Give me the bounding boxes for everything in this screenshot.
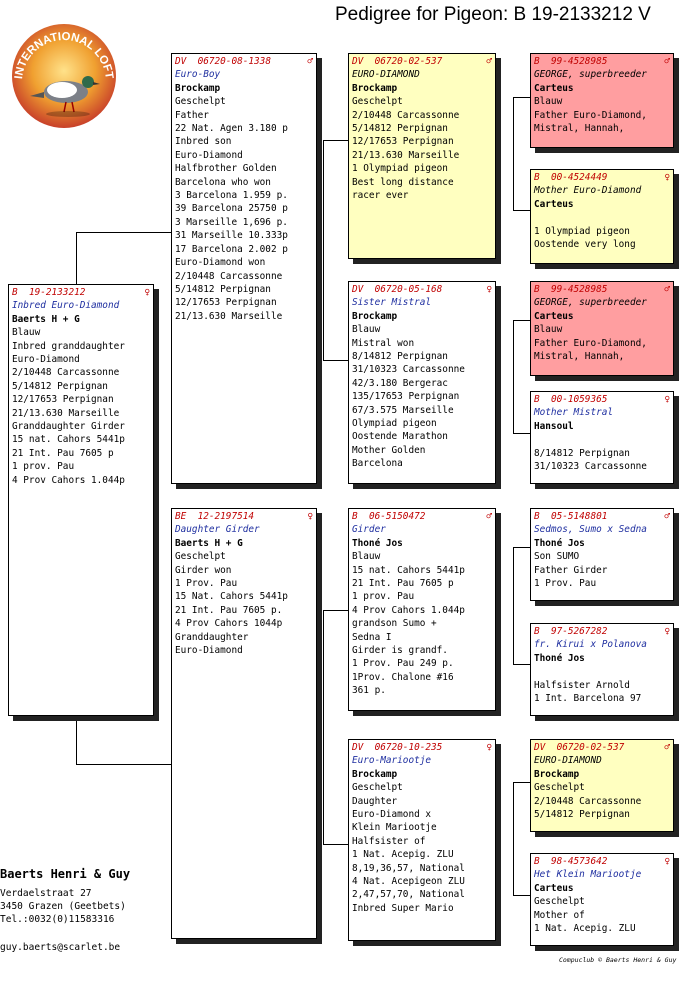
- owner-name: Carteus: [534, 198, 574, 210]
- connector-line: [513, 433, 530, 434]
- connector-line: [513, 547, 514, 664]
- pigeon-name: Mother Euro-Diamond: [534, 185, 642, 197]
- female-icon: ♀: [664, 172, 670, 183]
- info-line: 12/17653 Perpignan: [352, 136, 454, 148]
- info-line: 31/10323 Carcassonne: [352, 364, 465, 376]
- owner-name: Baerts H + G: [12, 313, 80, 325]
- info-line: Klein Mariootje: [352, 822, 437, 834]
- info-line: 21/13.630 Marseille: [352, 149, 460, 161]
- ring-number: 00-4524449: [539, 172, 608, 183]
- info-line: Mistral, Hannah,: [534, 123, 625, 135]
- info-line: Inbred Super Mario: [352, 902, 454, 914]
- info-line: 1 Nat. Acepig. ZLU: [352, 849, 454, 861]
- country-code: B: [534, 856, 540, 867]
- pigeon-name: EURO-DIAMOND: [352, 69, 420, 81]
- info-line: 5/14812 Perpignan: [534, 809, 630, 821]
- info-line: Father Girder: [534, 564, 608, 576]
- owner-name: Carteus: [534, 82, 574, 94]
- pedigree-card-dam-sire[interactable]: [348, 508, 496, 711]
- info-line: 39 Barcelona 25750 p: [175, 203, 288, 215]
- info-line: Oostende Marathon: [352, 431, 448, 443]
- female-icon: ♀: [307, 511, 313, 522]
- info-line: 17 Barcelona 2.002 p: [175, 243, 288, 255]
- pigeon-name: Girder: [352, 524, 386, 536]
- connector-line: [76, 764, 172, 765]
- info-line: 1 prov. Pau: [352, 591, 415, 603]
- info-line: 2/10448 Carcassonne: [352, 109, 460, 121]
- info-line: 21/13.630 Marseille: [12, 407, 120, 419]
- country-code: B: [534, 626, 540, 637]
- connector-line: [323, 140, 349, 141]
- country-code: DV: [534, 742, 546, 753]
- pedigree-card-sire-dam-dam[interactable]: [530, 391, 674, 484]
- info-line: Halfsister of: [352, 835, 426, 847]
- info-line: 15 nat. Cahors 5441p: [352, 564, 465, 576]
- pedigree-card-dam-dam[interactable]: [348, 739, 496, 941]
- connector-line: [513, 782, 514, 895]
- ring-number: 06-5150472: [357, 511, 426, 522]
- info-line: 2/10448 Carcassonne: [534, 795, 642, 807]
- info-line: Mistral won: [352, 337, 415, 349]
- card-header: [352, 55, 492, 68]
- card-header: [534, 393, 670, 406]
- female-icon: ♀: [486, 742, 492, 753]
- pedigree-card-sire[interactable]: [171, 53, 317, 484]
- connector-line: [323, 360, 349, 361]
- info-line: 5/14812 Perpignan: [175, 283, 271, 295]
- owner-name: Hansoul: [534, 420, 574, 432]
- info-line: Euro-Diamond: [12, 354, 80, 366]
- owner-name: Brockamp: [352, 768, 398, 780]
- pigeon-name: Daughter Girder: [175, 524, 260, 536]
- male-icon: ♂: [486, 56, 492, 67]
- info-line: Girder is grandf.: [352, 645, 448, 657]
- pigeon-name: Het Klein Mariootje: [534, 869, 642, 881]
- info-line: 4 Prov Cahors 1.044p: [352, 604, 465, 616]
- female-icon: ♀: [486, 284, 492, 295]
- info-line: 21/13.630 Marseille: [175, 310, 283, 322]
- info-line: 2/10448 Carcassonne: [12, 367, 120, 379]
- logo-text: INTERNATIONAL LOFT: [13, 30, 115, 80]
- breeder-city: 3450 Grazen (Geetbets): [0, 901, 126, 912]
- pedigree-card-dam-sire-sire[interactable]: [530, 508, 674, 601]
- breeder-info: [0, 868, 130, 954]
- info-line: Sedna I: [352, 631, 392, 643]
- info-line: grandson Sumo +: [352, 618, 437, 630]
- owner-name: Brockamp: [175, 82, 221, 94]
- info-line: Granddaughter Girder: [12, 421, 125, 433]
- loft-logo: [8, 20, 120, 130]
- card-header: [352, 741, 492, 754]
- info-line: Girder won: [175, 564, 232, 576]
- breeder-phone: Tel.:0032(0)11583316: [0, 914, 115, 925]
- info-line: Oostende very long: [534, 239, 636, 251]
- connector-line: [513, 664, 530, 665]
- connector-line: [323, 610, 349, 611]
- info-line: 4 Prov Cahors 1.044p: [12, 474, 125, 486]
- country-code: B: [534, 172, 540, 183]
- info-line: [534, 211, 670, 224]
- pedigree-card-main[interactable]: [8, 284, 154, 716]
- info-line: Inbred granddaughter: [12, 340, 125, 352]
- info-line: Daughter: [352, 795, 398, 807]
- country-code: DV: [352, 742, 364, 753]
- country-code: DV: [175, 56, 187, 67]
- ring-number: 19-2133212: [17, 287, 86, 298]
- info-line: 3 Marseille 1,696 p.: [175, 216, 288, 228]
- info-line: 31 Marseille 10.333p: [175, 230, 288, 242]
- info-line: 1 Int. Barcelona 97: [534, 693, 642, 705]
- connector-line: [513, 320, 530, 321]
- ring-number: 06720-10-235: [363, 742, 443, 753]
- info-line: Blauw: [534, 96, 563, 108]
- info-line: Mistral, Hannah,: [534, 351, 625, 363]
- pigeon-name: Sedmos, Sumo x Sedna: [534, 524, 647, 536]
- info-line: Geschelpt: [534, 782, 585, 794]
- info-line: 67/3.575 Marseille: [352, 404, 454, 416]
- info-line: 1 Prov. Pau: [534, 578, 597, 590]
- info-line: Father Euro-Diamond,: [534, 109, 647, 121]
- breeder-email[interactable]: guy.baerts@scarlet.be: [0, 942, 121, 953]
- breeder-name: Baerts Henri & Guy: [0, 867, 131, 881]
- connector-line: [76, 232, 77, 285]
- ring-number: 05-5148801: [539, 511, 608, 522]
- country-code: B: [534, 394, 540, 405]
- info-line: Granddaughter: [175, 631, 249, 643]
- male-icon: ♂: [664, 742, 670, 753]
- male-icon: ♂: [307, 56, 313, 67]
- country-code: DV: [352, 284, 364, 295]
- male-icon: ♂: [664, 284, 670, 295]
- female-icon: ♀: [664, 626, 670, 637]
- info-line: 5/14812 Perpignan: [352, 123, 448, 135]
- info-line: 21 Int. Pau 7605 p: [12, 447, 114, 459]
- info-line: 15 Nat. Cahors 5441p: [175, 591, 288, 603]
- info-line: 21 Int. Pau 7605 p: [352, 578, 454, 590]
- pedigree-card-dam[interactable]: [171, 508, 317, 939]
- owner-name: Brockamp: [352, 310, 398, 322]
- pedigree-card-dam-sire-dam[interactable]: [530, 623, 674, 716]
- male-icon: ♂: [664, 56, 670, 67]
- logo-badge: [8, 20, 120, 130]
- info-line: Blauw: [534, 324, 563, 336]
- ring-number: 99-4528985: [539, 284, 608, 295]
- info-line: Mother of: [534, 909, 585, 921]
- info-line: 8/14812 Perpignan: [534, 447, 630, 459]
- info-line: Olympiad pigeon: [352, 418, 437, 430]
- connector-line: [513, 97, 530, 98]
- pigeon-name: Inbred Euro-Diamond: [12, 300, 120, 312]
- info-line: 8/14812 Perpignan: [352, 351, 448, 363]
- info-line: Best long distance: [352, 176, 454, 188]
- country-code: B: [534, 56, 540, 67]
- card-header: [534, 510, 670, 523]
- info-line: Son SUMO: [534, 551, 580, 563]
- info-line: 12/17653 Perpignan: [175, 297, 277, 309]
- owner-name: Thoné Jos: [352, 537, 403, 549]
- info-line: 22 Nat. Agen 3.180 p: [175, 123, 288, 135]
- pedigree-card-sire-sire-sire[interactable]: [530, 53, 674, 148]
- owner-name: Brockamp: [534, 768, 580, 780]
- ring-number: 06720-05-168: [363, 284, 443, 295]
- male-icon: ♂: [486, 511, 492, 522]
- info-line: 31/10323 Carcassonne: [534, 461, 647, 473]
- pigeon-name: Sister Mistral: [352, 297, 432, 309]
- card-header: [534, 55, 670, 68]
- owner-name: Thoné Jos: [534, 537, 585, 549]
- male-icon: ♂: [664, 511, 670, 522]
- country-code: BE: [175, 511, 187, 522]
- info-line: 4 Nat. Acepigeon ZLU: [352, 876, 465, 888]
- info-line: Father: [175, 109, 209, 121]
- info-line: 3 Barcelona 1.959 p.: [175, 190, 288, 202]
- info-line: [534, 665, 670, 678]
- pedigree-card-dam-dam-dam[interactable]: [530, 853, 674, 946]
- pigeon-name: GEORGE, superbreeder: [534, 69, 647, 81]
- info-line: Geschelpt: [175, 96, 226, 108]
- info-line: racer ever: [352, 190, 409, 202]
- owner-name: Baerts H + G: [175, 537, 243, 549]
- card-header: [175, 55, 313, 68]
- info-line: 4 Prov Cahors 1044p: [175, 618, 283, 630]
- info-line: Blauw: [12, 327, 41, 339]
- info-line: Mother Golden: [352, 444, 426, 456]
- info-line: Geschelpt: [175, 551, 226, 563]
- card-header: [352, 283, 492, 296]
- card-header: [175, 510, 313, 523]
- info-line: Geschelpt: [352, 782, 403, 794]
- owner-name: Carteus: [534, 310, 574, 322]
- info-line: Barcelona: [352, 458, 403, 470]
- info-line: 1 Nat. Acepig. ZLU: [534, 923, 636, 935]
- connector-line: [323, 140, 324, 360]
- pigeon-name: Mother Mistral: [534, 407, 614, 419]
- connector-line: [513, 895, 530, 896]
- ring-number: 99-4528985: [539, 56, 608, 67]
- info-line: Barcelona who won: [175, 176, 271, 188]
- info-line: Blauw: [352, 324, 381, 336]
- connector-line: [76, 232, 172, 233]
- connector-line: [513, 210, 530, 211]
- info-line: Halfsister Arnold: [534, 679, 630, 691]
- ring-number: 06720-08-1338: [186, 56, 271, 67]
- country-code: DV: [352, 56, 364, 67]
- info-line: 1 prov. Pau: [12, 461, 75, 473]
- ring-number: 97-5267282: [539, 626, 608, 637]
- connector-line: [513, 320, 514, 433]
- connector-line: [513, 782, 530, 783]
- info-line: Geschelpt: [534, 896, 585, 908]
- pedigree-card-sire-sire-dam[interactable]: [530, 169, 674, 264]
- info-line: 12/17653 Perpignan: [12, 394, 114, 406]
- card-header: [534, 283, 670, 296]
- card-header: [534, 741, 670, 754]
- owner-name: Carteus: [534, 882, 574, 894]
- card-header: [534, 855, 670, 868]
- info-line: 15 nat. Cahors 5441p: [12, 434, 125, 446]
- info-line: Geschelpt: [352, 96, 403, 108]
- info-line: 5/14812 Perpignan: [12, 380, 108, 392]
- info-line: Inbred son: [175, 136, 232, 148]
- info-line: 1 Prov. Pau 249 p.: [352, 658, 454, 670]
- info-line: 1 Prov. Pau: [175, 578, 238, 590]
- country-code: B: [534, 511, 540, 522]
- card-header: [534, 625, 670, 638]
- info-line: 1Prov. Chalone #16: [352, 671, 454, 683]
- pigeon-name: EURO-DIAMOND: [534, 755, 602, 767]
- pedigree-card-sire-sire[interactable]: [348, 53, 496, 259]
- info-line: 21 Int. Pau 7605 p.: [175, 604, 283, 616]
- info-line: Euro-Diamond: [175, 645, 243, 657]
- country-code: B: [534, 284, 540, 295]
- page-title: Pedigree for Pigeon: B 19-2133212 V: [335, 4, 651, 25]
- info-line: Father Euro-Diamond,: [534, 337, 647, 349]
- pigeon-name: Euro-Boy: [175, 69, 221, 81]
- info-line: Euro-Diamond x: [352, 809, 432, 821]
- female-icon: ♀: [664, 856, 670, 867]
- info-line: Euro-Diamond: [175, 149, 243, 161]
- info-line: 2,47,57,70, National: [352, 889, 465, 901]
- info-line: 2/10448 Carcassonne: [175, 270, 283, 282]
- info-line: 1 Olympiad pigeon: [352, 163, 448, 175]
- info-line: 361 p.: [352, 685, 386, 697]
- connector-line: [513, 97, 514, 210]
- connector-line: [513, 547, 530, 548]
- footer-credit: Compuclub © Baerts Henri & Guy: [559, 956, 677, 964]
- info-line: 8,19,36,57, National: [352, 862, 465, 874]
- pedigree-card-sire-dam[interactable]: [348, 281, 496, 484]
- card-header: [12, 286, 150, 299]
- card-header: [534, 171, 670, 184]
- card-header: [352, 510, 492, 523]
- pigeon-name: Euro-Mariootje: [352, 755, 432, 767]
- breeder-street: Verdaelstraat 27: [0, 888, 92, 899]
- info-line: 1 Olympiad pigeon: [534, 225, 630, 237]
- ring-number: 06720-02-537: [363, 56, 443, 67]
- country-code: B: [352, 511, 358, 522]
- pigeon-name: GEORGE, superbreeder: [534, 297, 647, 309]
- connector-line: [76, 715, 77, 765]
- info-line: [534, 433, 670, 446]
- female-icon: ♀: [144, 287, 150, 298]
- ring-number: 06720-02-537: [545, 742, 625, 753]
- owner-name: Brockamp: [352, 82, 398, 94]
- info-line: 42/3.180 Bergerac: [352, 377, 448, 389]
- owner-name: Thoné Jos: [534, 652, 585, 664]
- connector-line: [323, 844, 349, 845]
- female-icon: ♀: [664, 394, 670, 405]
- pedigree-card-sire-dam-sire[interactable]: [530, 281, 674, 376]
- info-line: 135/17653 Perpignan: [352, 391, 460, 403]
- info-line: Blauw: [352, 551, 381, 563]
- info-line: Halfbrother Golden: [175, 163, 277, 175]
- connector-line: [323, 610, 324, 845]
- info-line: Euro-Diamond won: [175, 257, 266, 269]
- pedigree-card-dam-dam-sire[interactable]: [530, 739, 674, 832]
- ring-number: 12-2197514: [186, 511, 255, 522]
- ring-number: 00-1059365: [539, 394, 608, 405]
- ring-number: 98-4573642: [539, 856, 608, 867]
- pigeon-name: fr. Kirui x Polanova: [534, 639, 647, 651]
- country-code: B: [12, 287, 18, 298]
